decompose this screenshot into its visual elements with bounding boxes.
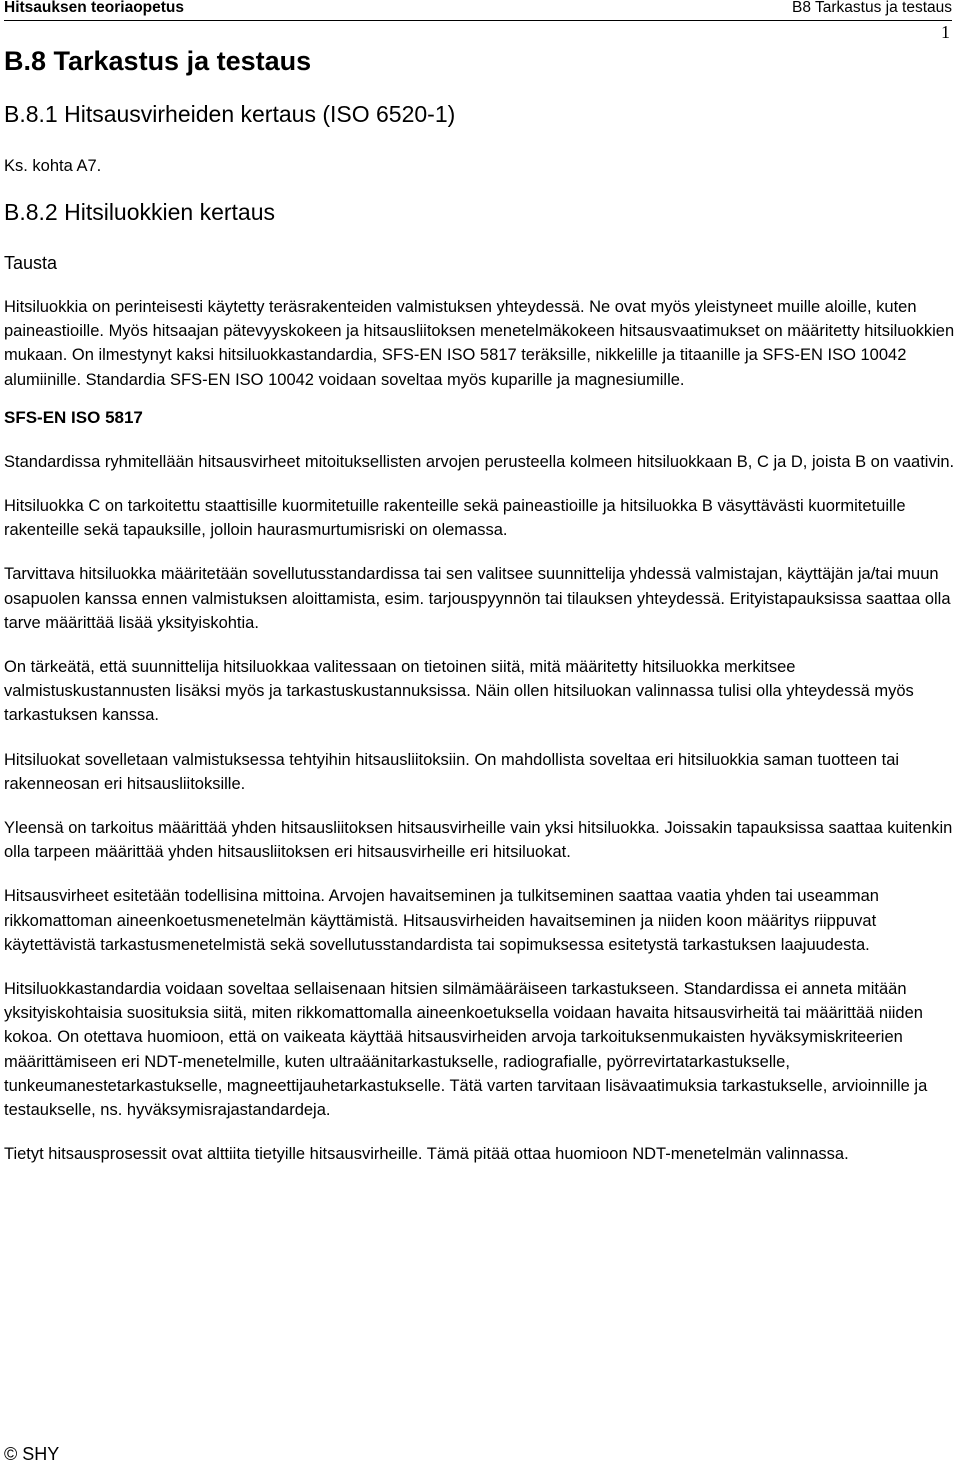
paragraph: Hitsausvirheet esitetään todellisina mittoina. Arvojen havaitseminen ja tulkitseminen saattaa vaatia yhden tai useamman rikkomattoman aineenkoetusmenetelmän käyttämistä. Hitsausvirheiden havaitseminen ja niiden koon määritys riippuvat käytettävistä tarkastusmenetelmistä sekä sovellutusstandardista tai sopimuksessa esitetystä tarkastuksen laajuudesta. xyxy=(4,887,879,954)
header-course-title: Hitsauksen teoriaopetus xyxy=(4,0,185,16)
section-heading-weld-classes: B.8.2 Hitsiluokkien kertaus xyxy=(4,199,276,225)
paragraph: Standardissa ryhmitellään hitsausvirheet mitoituksellisten arvojen perusteella kolmeen hitsiluokkaan B, C ja D, joista B on vaativin. xyxy=(4,452,955,471)
paragraph: Yleensä on tarkoitus määrittää yhden hitsausliitoksen hitsausvirheille vain yksi hitsiluokka. Joissakin tapauksissa saattaa kuitenkin olla tarpeen määrittää yhden hitsausliitoksen eri hitsausvirheille eri hitsiluokat. xyxy=(4,819,953,862)
paragraph: Tietyt hitsausprosessit ovat alttiita tietyille hitsausvirheille. Tämä pitää ottaa huomioon NDT-menetelmän valinnassa. xyxy=(4,1145,849,1164)
cross-reference: Ks. kohta A7. xyxy=(4,157,102,175)
subheading-background: Tausta xyxy=(4,253,58,273)
paragraph: Hitsiluokka C on tarkoitettu staattisille kuormitetuille rakenteille sekä paineastioille ja hitsiluokka B väsyttävästi kuormitetuille rakenteille sekä tapauksille, jolloin haurasmurtumisriski on olemassa. xyxy=(4,497,906,540)
section-heading-welding-defects: B.8.1 Hitsausvirheiden kertaus (ISO 6520-1) xyxy=(4,101,456,127)
paragraph: On tärkeätä, että suunnittelija hitsiluokkaa valitessaan on tietoinen siitä, mitä määritetty hitsiluokka merkitsee valmistuskustannusten lisäksi myös ja tarkastuskustannuksissa. Näin ollen hitsiluokan valinnassa tulisi olla yhteydessä myös tarkastuksen kanssa. xyxy=(4,658,914,725)
chapter-title: B.8 Tarkastus ja testaus xyxy=(4,46,312,76)
header-chapter-title: B8 Tarkastus ja testaus xyxy=(792,0,952,16)
paragraph: Tarvittava hitsiluokka määritetään sovellutusstandardissa tai sen valitsee suunnittelija yhdessä valmistajan, käyttäjän ja/tai muun osapuolen kanssa ennen valmistuksen aloittamista, esim. tarjouspyynnön tai tilauksen yhteydessä. Erityistapauksissa saattaa olla tarve määrittää lisää yksityiskohtia. xyxy=(4,565,951,632)
paragraph: Hitsiluokat sovelletaan valmistuksessa tehtyihin hitsausliitoksiin. On mahdollista soveltaa eri hitsiluokkia saman tuotteen tai rakenneosan eri hitsausliitoksille. xyxy=(4,750,900,793)
page-number: 1 xyxy=(941,22,950,42)
page-header xyxy=(4,0,952,21)
paragraph-background: Hitsiluokkia on perinteisesti käytetty teräsrakenteiden valmistuksen yhteydessä. Ne ovat myös yleistyneet muille aloille, kuten paineastioille. Myös hitsaajan pätevyyskokeen ja hitsausliitoksen menetelmäkokeen hitsausvaatimukset on määritetty hitsiluokkien mukaan. On ilmestynyt kaksi hitsiluokkastandardia, SFS-EN ISO 5817 teräksille, nikkelille ja titaanille ja SFS-EN ISO 10042 alumiinille. Standardia SFS-EN ISO 10042 voidaan soveltaa myös kuparille ja magnesiumille. xyxy=(4,298,955,389)
paragraph: Hitsiluokkastandardia voidaan soveltaa sellaisenaan hitsien silmämääräiseen tarkastukseen. Standardissa ei anneta mitään yksityiskohtaisia suosituksia siitä, miten rikkomattomalla aineenkoetuksella voidaan havaita hitsausvirheitä tai määrittää niiden kokoa. On otettava huomioon, että on vaikeata käyttää hitsausvirheiden arvoja tarkoituksenmukaisten hyväksymiskriteerien määrittämiseen eri NDT-menetelmille, kuten ultraäänitarkastukselle, radiografialle, pyörrevirtatarkastukselle, tunkeumanestetarkastukselle, magneettijauhetarkastukselle. Tätä varten tarvitaan lisävaatimuksia tarkastukselle, arvioinnille ja testaukselle, ns. hyväksymisrajastandardeja. xyxy=(4,980,928,1120)
document-body xyxy=(4,43,956,1166)
subheading-standard: SFS-EN ISO 5817 xyxy=(4,407,143,427)
footer-copyright: © SHY xyxy=(4,1444,60,1464)
